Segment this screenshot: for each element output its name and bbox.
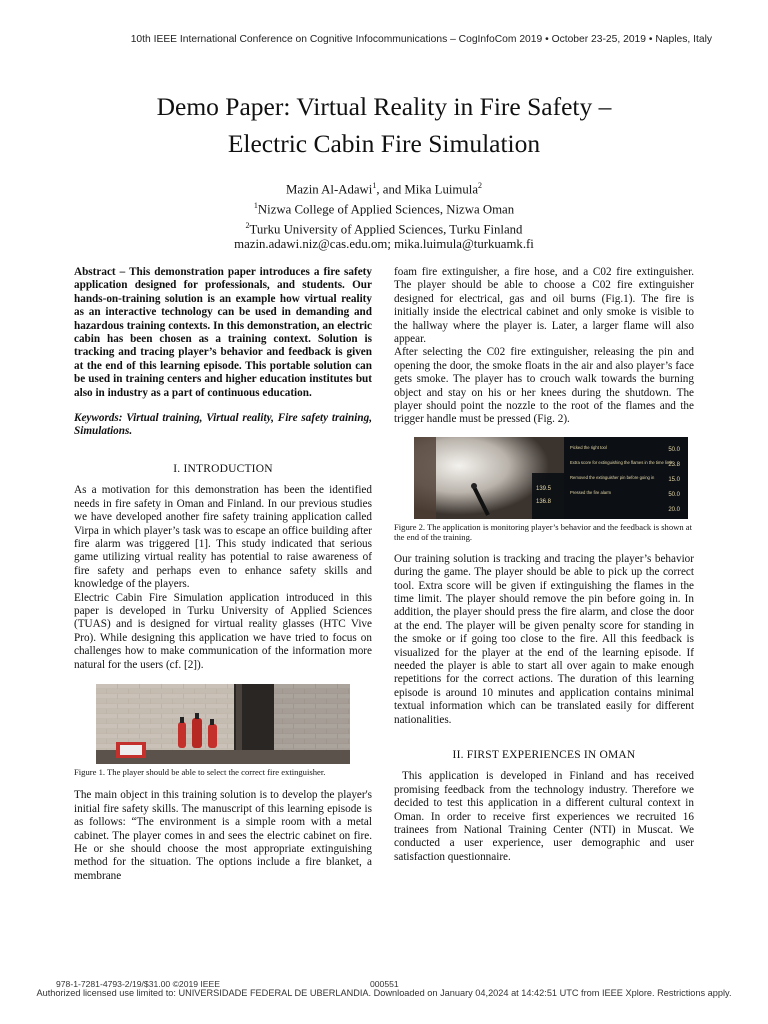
aff-2-text: Turku University of Applied Sciences, Turku Finland [249,221,523,236]
aff-1-sup: 1 [253,200,258,210]
author-2-sup: 2 [478,181,483,190]
license-notice: Authorized licensed use limited to: UNIVERSIDADE FEDERAL DE UBERLANDIA. Downloaded on January 04,2024 at 14:42:51 UTC from IEEE Xplore. Restrictions apply. [36,988,732,998]
author-1-sup: 1 [372,181,377,190]
figure-1-caption: Figure 1. The player should be able to select the correct fire extinguisher. [74,766,326,777]
figure-2-caption: Figure 2. The application is monitoring player’s behavior and the feedback is shown at the end of the training. [394,521,693,543]
section-1-heading: I. INTRODUCTION [173,462,273,475]
right-paragraph-3: Our training solution is tracking and tracing the player’s behavior during the game. The player should be able to pick up the correct tool. Extra score will be given if extinguishing the flames in the time limit. The player should remove the pin before going in. In addition, the player should press the fire alarm, and close the door at the end. The player will be given penalty score for standing in the smoke or if going too close to the fire. All this feedback is visualized for the player at the end of the learning episode. If needed the player is able to start all over again to make enough repetitions for the correct actions. The duration of this learning episode is around 10 minutes and application contains minimal textual information which can be translated easily for different nationalities. [394,552,694,726]
score-panel-right [564,437,688,519]
score-row-label: Picked the right tool [570,444,607,450]
score-row-label: Removed the extinguisher pin before going in [570,474,655,480]
aff-1-text: Nizwa College of Applied Sciences, Nizwa Oman [257,202,515,217]
score-row-value: 15.0 [668,476,680,483]
affiliation-1 [0,198,768,218]
paper-title [0,88,768,162]
right-paragraph-2: After selecting the C02 fire extinguisher, releasing the pin and opening the door, the smoke floats in the air and also player’s face gets smoke. The player has to crouch walk towards the burning object and stay on his or her knees during the shutdown. The player should point the nozzle to the root of the flames and the trigger handle must be pressed (Fig. 2). [394,346,694,426]
intro-paragraph-3: The main object in this training solution is to develop the player's initial fire safety skills. The manuscript of this learning episode is as follows: “The environment is a simple room with a metal cabinet. The player comes in and sees the electric cabinet on fire. He or she should choose the most appropriate extinguishing method for the situation. The options include a fire blanket, a membrane [74,789,372,882]
fire-extinguisher-scene [96,684,350,764]
author-block [0,178,768,253]
right-paragraph-1: foam fire extinguisher, a fire hose, and a C02 fire extinguisher. The player should be able to choose a C02 fire extinguisher designed for electrical, gas and oil burns (Fig.1). The fire is initially inside the electrical cabinet and only smoke is visible to the hallway where the player is. Later, a larger flame will also appear. [394,266,694,346]
author-emails: mazin.adawi.niz@cas.edu.om; mika.luimula@turkuamk.fi [234,237,534,252]
score-row-label: Extra score for extinguishing the flames in the time limit [570,459,673,465]
left-column [74,266,372,883]
right-column [394,266,694,864]
title-line-2: Electric Cabin Fire Simulation [227,129,541,158]
figure-2-image [414,437,688,519]
conference-header: 10th IEEE International Conference on Cognitive Infocommunications – CogInfoCom 2019 • October 23-25, 2019 • Naples, Italy [130,34,712,45]
score-row-value: 50.0 [668,491,680,498]
score-panel-left [532,473,564,519]
footer-page-number: 000551 [370,979,399,989]
author-1: Mazin Al-Adawi [285,182,373,197]
author-2: , and Mika Luimula [376,182,479,197]
aff-2-sup: 2 [245,220,250,230]
abstract: Abstract – This demonstration paper introduces a fire safety application designed for professionals, and students. Our hands-on-training solution is an example how virtual reality as an interactive technology can be used in demanding and hazardous training contexts. In this demonstration, an electric cabin has been chosen as a training context. Solution is tracking and tracing player’s behavior and feedback is given at the end of this learning episode. This portable solution can be used in training centers and higher education institutes but also in industry as a part of continuous education. [74,266,372,399]
intro-paragraph-1: As a motivation for this demonstration has been the identified needs in fire safety in Oman and Finland. In our previous studies we have developed another fire safety training application called Virpa in which player’s task was to escape an office building after fire alarm was triggered [1]. This study indicated that serious game utilizing virtual reality has potential to raise awareness of fire safety and perhaps even to enhance safety skills and knowledge of the players. [74,484,372,591]
score-row-value: 20.0 [668,506,680,513]
svg-text:136.8: 136.8 [536,498,552,505]
score-row-value: 23.8 [668,461,680,468]
intro-paragraph-2: Electric Cabin Fire Simulation application introduced in this paper is developed in Turku University of Applied Sciences (TUAS) and is designed for virtual reality glasses (HTC Vive Pro). While designing this application we have tried to focus on challenges how to make communication of the information more natural for the users (cf. [2]). [74,591,372,671]
keywords: Keywords: Virtual training, Virtual reality, Fire safety training, Simulations. [74,412,372,438]
score-row-value: 50.0 [668,446,680,453]
footer-isbn: 978-1-7281-4793-2/19/$31.00 ©2019 IEEE [56,979,221,989]
score-row-label: Pressed the fire alarm [570,489,611,495]
svg-text:139.5: 139.5 [536,485,552,492]
feedback-scene [414,437,688,519]
author-names [0,178,768,198]
title-line-1: Demo Paper: Virtual Reality in Fire Safety – [156,92,612,121]
right-paragraph-4: This application is developed in Finland and has received promising feedback from the technology industry. Therefore we decided to test this application in a different cultural context in Oman. In order to receive first experiences we recruited 16 trainees from National Training Center (NTI) in Muscat. We conducted a user experience, user demographic and user satisfaction questionnaire. [394,770,694,863]
affiliation-2 [0,218,768,238]
figure-1-image [96,684,350,764]
section-2-heading: II. FIRST EXPERIENCES IN OMAN [452,748,636,761]
